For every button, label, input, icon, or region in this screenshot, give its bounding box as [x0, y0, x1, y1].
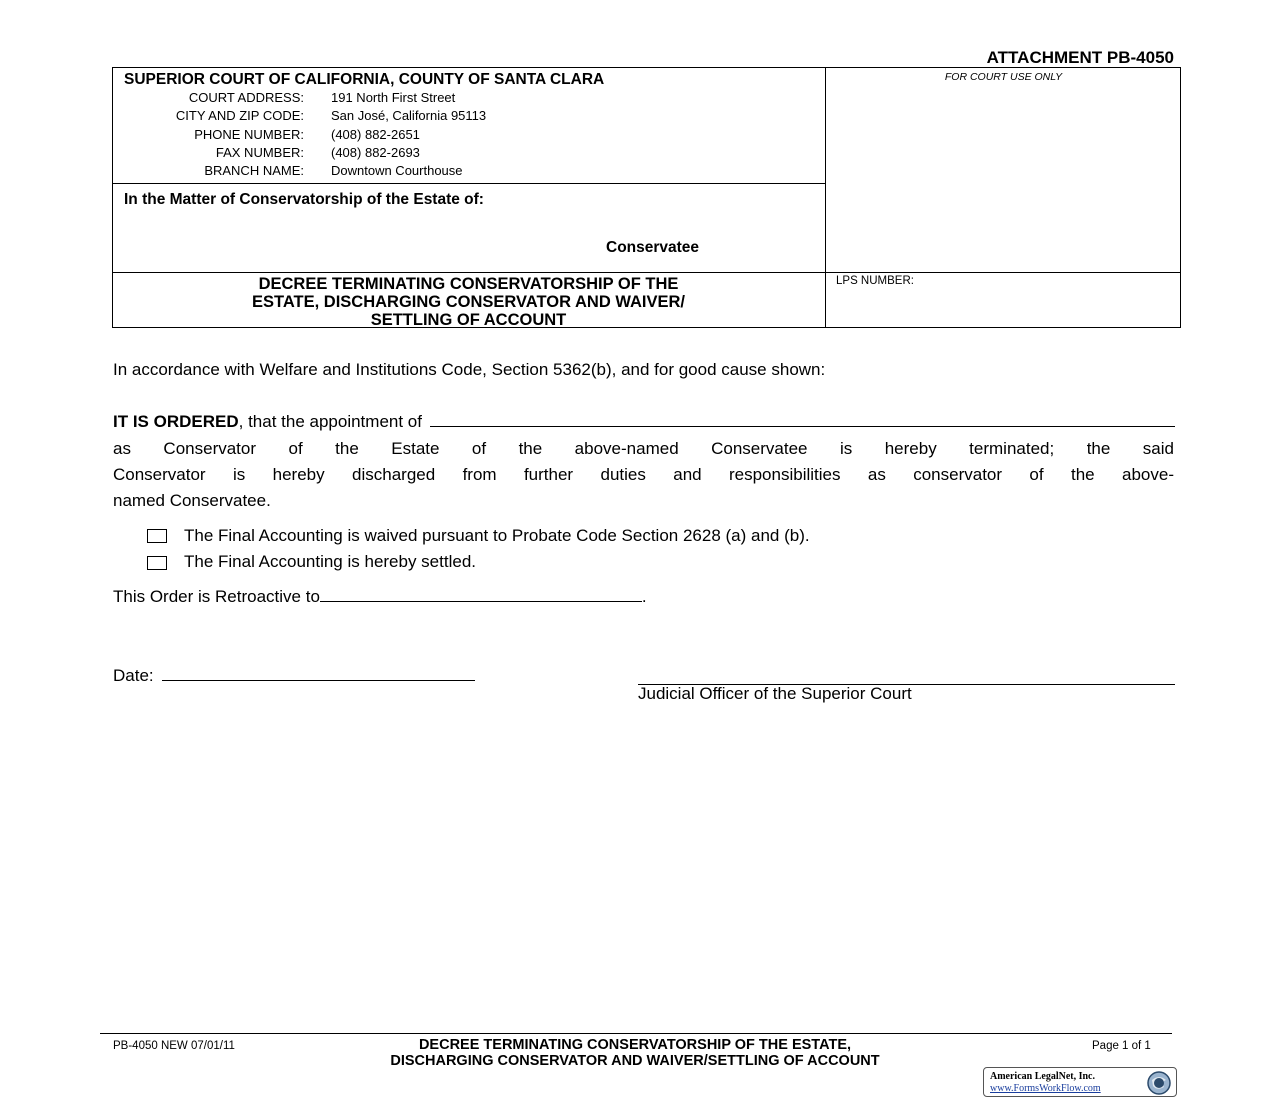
- phone-value: (408) 882-2651: [331, 127, 420, 142]
- american-legalnet-logo: [983, 1067, 1177, 1097]
- court-address-label: COURT ADDRESS:: [188, 90, 304, 105]
- branch-label: BRANCH NAME:: [204, 163, 304, 178]
- signature-label: Judicial Officer of the Superior Court: [638, 684, 912, 703]
- settled-text: The Final Accounting is hereby settled.: [184, 552, 476, 571]
- phone-label: PHONE NUMBER:: [194, 127, 304, 142]
- date-blank[interactable]: [162, 679, 475, 681]
- waived-checkbox[interactable]: [147, 529, 167, 543]
- footer-rule: [100, 1033, 1172, 1034]
- caption-divider: [825, 68, 826, 327]
- lps-number-label: LPS NUMBER:: [836, 275, 914, 287]
- body-line-4: named Conservatee.: [113, 491, 271, 510]
- ordered-text: , that the appointment of: [238, 412, 422, 431]
- waived-text: The Final Accounting is waived pursuant to Probate Code Section 2628 (a) and (b).: [184, 526, 810, 545]
- form-title: [113, 275, 824, 329]
- fax-value: (408) 882-2693: [331, 145, 420, 160]
- date-line: [113, 666, 475, 686]
- logo-website[interactable]: www.FormsWorkFlow.com: [990, 1083, 1101, 1094]
- form-code: PB-4050 NEW 07/01/11: [113, 1040, 235, 1052]
- matter-heading: In the Matter of Conservatorship of the Estate of:: [124, 191, 484, 208]
- page-number: Page 1 of 1: [1092, 1040, 1151, 1052]
- form-title-line-3: SETTLING OF ACCOUNT: [370, 311, 567, 329]
- footer-title: [270, 1037, 1000, 1069]
- intro-paragraph: In accordance with Welfare and Institutions Code, Section 5362(b), and for good cause shown:: [113, 360, 826, 379]
- conservatee-label: Conservatee: [606, 239, 700, 256]
- city-zip-value: San José, California 95113: [331, 108, 487, 123]
- retroactive-label: This Order is Retroactive to: [113, 587, 320, 606]
- form-title-line-2: ESTATE, DISCHARGING CONSERVATOR AND WAIVER/: [251, 293, 685, 311]
- retroactive-line: [113, 587, 647, 607]
- conservator-name-blank[interactable]: [430, 425, 1175, 427]
- globe-icon: [1146, 1070, 1172, 1096]
- fax-label: FAX NUMBER:: [215, 145, 304, 160]
- city-zip-label: CITY AND ZIP CODE:: [175, 108, 304, 123]
- settled-checkbox[interactable]: [147, 556, 167, 570]
- caption-rule-1: [113, 183, 825, 184]
- retroactive-period: .: [641, 587, 647, 606]
- attachment-label: ATTACHMENT PB-4050: [986, 48, 1174, 67]
- date-label: Date:: [113, 666, 154, 685]
- it-is-ordered: IT IS ORDERED: [113, 412, 239, 431]
- body-line-2: as Conservator of the Estate of the above-named Conservatee is hereby terminated; the said: [113, 439, 1174, 458]
- caption-rule-2: [113, 272, 1180, 273]
- body-line-3: Conservator is hereby discharged from further duties and responsibilities as conservator of the above-: [113, 465, 1174, 484]
- form-title-line-1: DECREE TERMINATING CONSERVATORSHIP OF THE: [258, 275, 679, 293]
- logo-company: American LegalNet, Inc.: [990, 1071, 1095, 1082]
- court-name: SUPERIOR COURT OF CALIFORNIA, COUNTY OF SANTA CLARA: [124, 71, 605, 88]
- ordered-line: [113, 412, 1175, 432]
- footer-title-line-2: DISCHARGING CONSERVATOR AND WAIVER/SETTLING OF ACCOUNT: [390, 1053, 880, 1069]
- retroactive-date-blank[interactable]: [320, 600, 642, 602]
- court-address-value: 191 North First Street: [331, 90, 456, 105]
- branch-value: Downtown Courthouse: [331, 163, 463, 178]
- footer-title-line-1: DECREE TERMINATING CONSERVATORSHIP OF THE ESTATE,: [418, 1037, 852, 1053]
- court-use-only-label: FOR COURT USE ONLY: [944, 71, 1063, 83]
